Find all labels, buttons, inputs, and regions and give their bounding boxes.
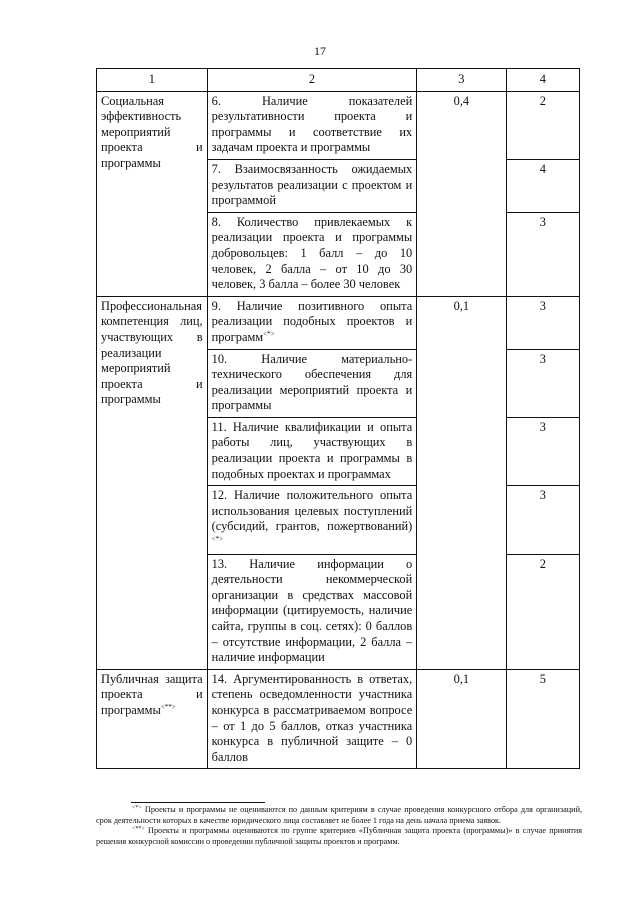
weight-cell: 0,1 bbox=[417, 669, 506, 769]
indicator-text: 9. Наличие позитивного опыта реализации подобных проектов и программ bbox=[211, 298, 413, 344]
page-number: 17 bbox=[314, 44, 326, 58]
table-row bbox=[97, 91, 580, 159]
score-cell: 2 bbox=[506, 91, 579, 159]
column-header: 1 bbox=[97, 69, 208, 92]
indicator-cell: 6. Наличие показателей результативности проекта и программы и соответствие их задачам проекта и программы bbox=[207, 91, 417, 159]
footnotes bbox=[96, 805, 582, 847]
table-header-row bbox=[97, 69, 580, 92]
table-row bbox=[97, 669, 580, 769]
indicator-cell: 14. Аргументированность в ответах, степень осведомленности участника конкурса в рассматриваемом вопросе – от 1 до 5 баллов, отказ участника конкурса в публичной защите – 0 баллов bbox=[207, 669, 417, 769]
criteria-table bbox=[96, 68, 580, 769]
criterion-cell bbox=[97, 669, 208, 769]
indicator-cell: 13. Наличие информации о деятельности некоммерческой организации в средствах массовой информации (цитируемость, наличие сайта, группы в соц. сетях): 0 баллов – отсутствие информации, 2 балла – наличие информации bbox=[207, 554, 417, 669]
indicator-cell: 7. Взаимосвязанность ожидаемых результатов реализации с проектом и программой bbox=[207, 159, 417, 212]
indicator-cell: 10. Наличие материально-технического обеспечения для реализации мероприятий проекта и программы bbox=[207, 349, 417, 417]
footnote-mark: <*> bbox=[211, 535, 224, 544]
column-header: 4 bbox=[506, 69, 579, 92]
criterion-cell: Профессиональная компетенция лиц, участвующих в реализации мероприятий проекта и программы bbox=[97, 296, 208, 669]
criterion-text: Публичная защита проекта и программы bbox=[101, 671, 203, 717]
footnote-mark: <*> bbox=[263, 329, 275, 338]
indicator-cell: 8. Количество привлекаемых к реализации проекта и программы добровольцев: 1 балл – до 10 человек, 2 балла – от 10 до 30 человек, 3 балла – более 30 человек bbox=[207, 212, 417, 296]
score-cell: 3 bbox=[506, 296, 579, 349]
indicator-text: 12. Наличие положительного опыта использования целевых поступлений (субсидий, грантов, пожертвований) bbox=[211, 488, 413, 534]
footnote bbox=[96, 805, 582, 826]
weight-cell: 0,4 bbox=[417, 91, 506, 296]
score-cell: 5 bbox=[506, 669, 579, 769]
weight-cell: 0,1 bbox=[417, 296, 506, 669]
table-row bbox=[97, 296, 580, 349]
score-cell: 3 bbox=[506, 212, 579, 296]
footnote-text: Проекты и программы не оцениваются по данным критериям в случае проведения конкурсного отбора для организаций, срок деятельности которых в качестве юридического лица составляет не более 1 года на день начала приема заявок. bbox=[96, 805, 582, 825]
column-header: 2 bbox=[207, 69, 417, 92]
column-header: 3 bbox=[417, 69, 506, 92]
footnote-mark: <**> bbox=[160, 702, 176, 711]
indicator-cell: 11. Наличие квалификации и опыта работы лиц, участвующих в реализации проекта и программы в подобных проектах и программах bbox=[207, 417, 417, 485]
criterion-cell: Социальная эффективность мероприятий проекта и программы bbox=[97, 91, 208, 296]
footnote-divider bbox=[131, 802, 265, 803]
score-cell: 3 bbox=[506, 349, 579, 417]
indicator-cell bbox=[207, 486, 417, 554]
score-cell: 4 bbox=[506, 159, 579, 212]
score-cell: 3 bbox=[506, 417, 579, 485]
footnote bbox=[96, 826, 582, 847]
footnote-mark: <*> bbox=[132, 805, 142, 811]
score-cell: 3 bbox=[506, 486, 579, 554]
footnote-text: Проекты и программы оцениваются по группе критериев «Публичная защита проекта (программы)» в случае принятия решения конкурсной комиссии о проведении публичной защиты проектов и программ. bbox=[96, 826, 582, 846]
score-cell: 2 bbox=[506, 554, 579, 669]
footnote-mark: <**> bbox=[132, 826, 145, 833]
indicator-cell bbox=[207, 296, 417, 349]
